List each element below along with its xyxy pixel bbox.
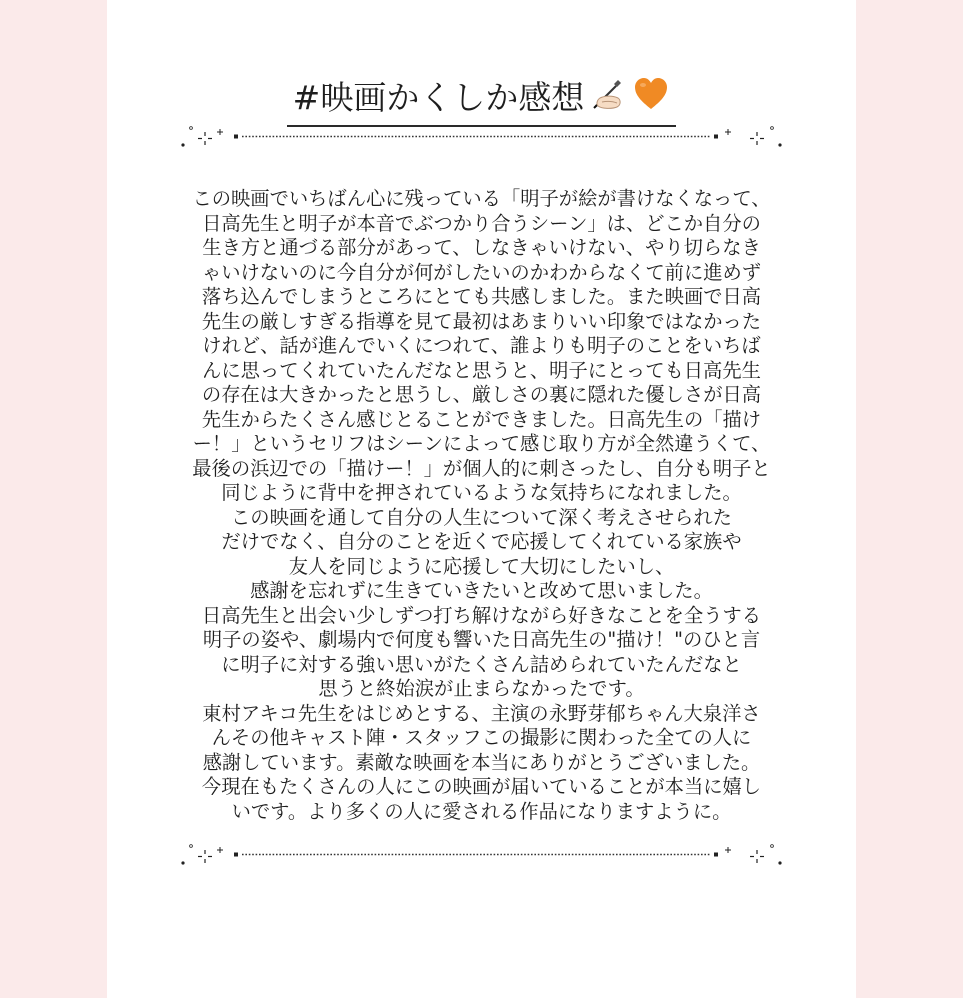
- body-line: 感謝しています。素敵な映画を本当にありがとうございました。: [202, 750, 761, 774]
- top-sparkle-divider: [180, 120, 783, 156]
- document-page: [107, 0, 856, 998]
- body-line: ー！」というセリフはシーンによって感じ取り方が全然違うくて、: [192, 432, 771, 455]
- body-line: 先生の厳しすぎる指導を見て最初はあまりいい印象ではなかった: [201, 309, 762, 333]
- body-line: だけでなく、自分のことを近くで応援してくれている家族や: [221, 530, 742, 553]
- body-line: 思うと終始涙が止まらなかったです。: [318, 677, 645, 700]
- body-line: 落ち込んでしまうところにとても共感しました。また映画で日高: [201, 285, 762, 308]
- body-line: 日高先生と出会い少しずつ打ち解けながら好きなことを全うする: [201, 603, 762, 627]
- body-line: んに思ってくれていたんだなと思うと、明子にとっても日高先生: [202, 358, 761, 382]
- writing-hand-icon: [590, 76, 626, 123]
- body-line: んその他キャスト陣・スタッフこの撮影に関わった全ての人に: [211, 726, 752, 749]
- body-line: に明子に対する強い思いがたくさん詰められていたんだなと: [221, 652, 742, 676]
- body-line: 日高先生と明子が本音でぶつかり合うシーン」は、どこか自分の: [202, 211, 761, 235]
- body-line: この映画でいちばん心に残っている「明子が絵が書けなくなって、: [192, 187, 771, 210]
- body-line: 明子の姿や、劇場内で何度も響いた日高先生の"描け！"のひと言: [202, 628, 761, 651]
- body-line: 友人を同じように応援して大切にしたいし、: [288, 554, 675, 578]
- body-line: 最後の浜辺での「描けー！」が個人的に刺さったし、自分も明子と: [192, 456, 771, 480]
- orange-heart-icon: [632, 76, 670, 123]
- body-line: ゃいけないのに今自分が何がしたいのかわからなくて前に進めず: [201, 260, 762, 284]
- body-line: 今現在もたくさんの人にこの映画が届いていることが本当に嬉し: [201, 775, 762, 798]
- title-text: #映画かくしか感想: [292, 78, 585, 117]
- review-body: [160, 187, 803, 824]
- body-line: 東村アキコ先生をはじめとする、主演の永野芽郁ちゃん大泉洋さ: [202, 701, 761, 725]
- body-line: 生き方と通づる部分があって、しなきゃいけない、やり切らなき: [202, 236, 761, 259]
- body-line: の存在は大きかったと思うし、厳しさの裏に隠れた優しさが日高: [201, 383, 762, 406]
- body-line: 感謝を忘れずに生きていきたいと改めて思いました。: [250, 579, 713, 602]
- body-line: 同じように背中を押されているような気持ちになれました。: [221, 481, 742, 504]
- body-line: 先生からたくさん感じとることができました。日高先生の「描け: [201, 407, 762, 431]
- body-line: けれど、話が進んでいくにつれて、誰よりも明子のことをいちば: [202, 334, 761, 357]
- body-line: この映画を通して自分の人生について深く考えさせられた: [231, 505, 732, 529]
- body-line: いです。より多くの人に愛される作品になりますように。: [231, 799, 732, 823]
- bottom-sparkle-divider: [180, 838, 783, 874]
